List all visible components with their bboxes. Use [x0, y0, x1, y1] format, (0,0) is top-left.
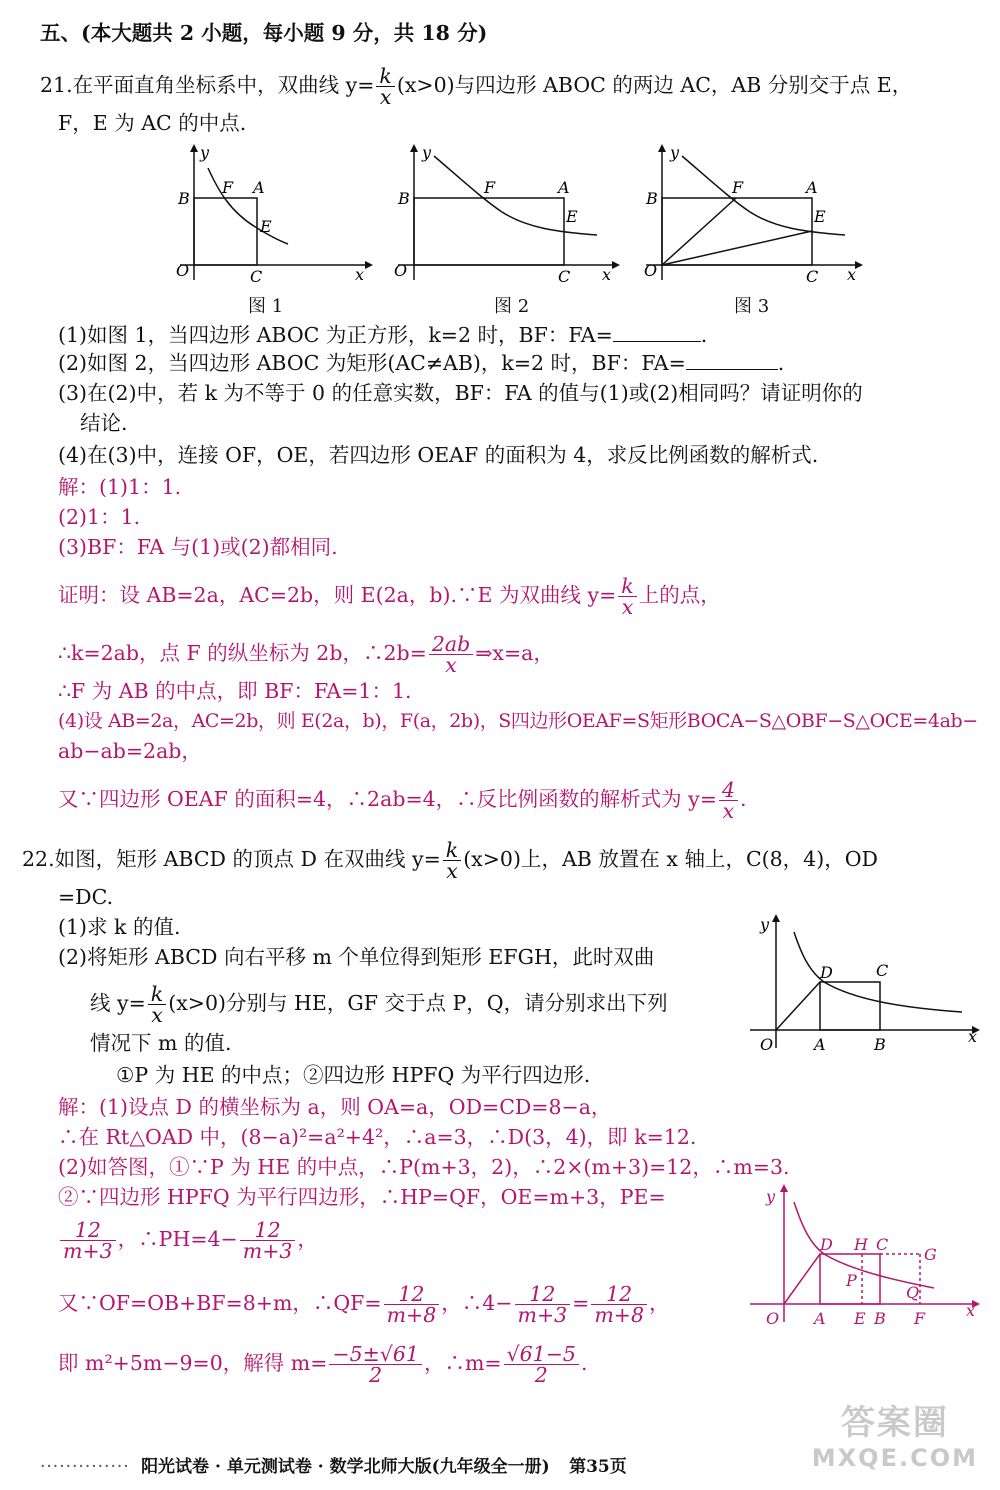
ans-label-q: Q	[906, 1283, 920, 1302]
fig3-label-f: F	[732, 178, 744, 197]
q22-root-frac1	[329, 1344, 422, 1385]
q21-figure-2	[392, 140, 622, 290]
q21-part4: (4)在(3)中，连接 OF，OE，若四边形 OEAF 的面积为 4，求反比例函数的解析式.	[58, 443, 819, 467]
q21-k-den: x	[445, 653, 457, 677]
q21-part1-period: .	[700, 323, 708, 347]
fig2-label-c: C	[558, 267, 571, 286]
ans-label-a: A	[814, 1309, 826, 1328]
fig2-label-y: y	[422, 143, 432, 162]
q22-p2-a: 线 y=	[90, 991, 146, 1015]
q21-stem-b: (x>0)与四边形 ABOC 的两边 AC，AB 分别交于点 E，	[396, 73, 913, 97]
ans-label-b: B	[874, 1309, 886, 1328]
section-heading: 五、(本大题共 2 小题，每小题 9 分，共 18 分)	[40, 21, 488, 45]
ans-label-x: x	[966, 1301, 976, 1320]
q21-proof-a: 证明：设 AB=2a，AC=2b，则 E(2a，b).∵E 为双曲线 y=	[58, 583, 617, 607]
q22-sol-7	[58, 1344, 587, 1385]
fig2-label-b: B	[398, 189, 410, 208]
q22-p2-den: x	[151, 1003, 163, 1027]
fig1-label-c: C	[250, 267, 263, 286]
q22-root-num2: √61−5	[504, 1344, 579, 1365]
fig2-label-f: F	[484, 178, 496, 197]
q21-part2-period: .	[777, 351, 785, 375]
q22-label-a: A	[814, 1035, 826, 1054]
q21-k-num: 2ab	[429, 634, 473, 655]
watermark-top: 答案圈	[840, 1403, 949, 1443]
q22-sol-6	[58, 1284, 670, 1325]
q22-qf-num: 12	[384, 1284, 440, 1305]
ans-label-h: H	[854, 1235, 868, 1254]
q22-eq-den1: m+3	[517, 1303, 568, 1327]
fig2-caption: 图 2	[494, 296, 530, 317]
q21-proof-fraction	[618, 576, 636, 617]
q21-frac-den: x	[379, 85, 392, 109]
q22-part1: (1)求 k 的值.	[58, 915, 181, 939]
q21-part2-text: (2)如图 2，当四边形 ABOC 为矩形(AC≠AB)，k=2 时，BF：FA=	[58, 351, 686, 375]
q21-final-a: 又∵四边形 OEAF 的面积=4，∴2ab=4，∴反比例函数的解析式为 y=	[58, 787, 717, 811]
q21-frac-num: k	[376, 66, 394, 87]
fig2-label-o: O	[394, 261, 408, 280]
q22-frac-num: k	[443, 840, 461, 861]
q21-sol-k	[58, 634, 554, 675]
q21-fraction	[376, 66, 394, 107]
q22-frac-den: x	[446, 859, 458, 883]
q22-part2-line1: (2)将矩形 ABCD 向右平移 m 个单位得到矩形 EFGH，此时双曲	[58, 945, 655, 969]
q21-part3-line1: (3)在(2)中，若 k 为不等于 0 的任意实数，BF：FA 的值与(1)或(2)相同吗？请证明你的	[58, 381, 863, 405]
q21-k-b: ⇒x=a，	[475, 641, 554, 665]
q22-label-y: y	[760, 915, 770, 934]
fig1-label-e: E	[260, 217, 272, 236]
q22-pe-den: m+3	[63, 1239, 113, 1263]
q22-s6-d: ，	[649, 1291, 670, 1315]
fig3-label-y: y	[670, 143, 680, 162]
q21-stem-line2: F，E 为 AC 的中点.	[58, 111, 247, 135]
ans-label-e: E	[854, 1309, 866, 1328]
q22-root-frac2	[504, 1344, 579, 1385]
q21-k-a: ∴k=2ab，点 F 的纵坐标为 2b，∴2b=	[58, 641, 427, 665]
q22-s6-b: ，∴4−	[441, 1291, 513, 1315]
q22-s7-c: .	[580, 1351, 588, 1375]
q22-qf-den: m+8	[386, 1303, 437, 1327]
fig2-label-a: A	[558, 178, 570, 197]
fig3-label-x: x	[847, 265, 857, 284]
q21-sol-proof	[58, 576, 721, 617]
q22-ph-fraction	[240, 1220, 296, 1261]
fig3-label-c: C	[806, 267, 819, 286]
fig1-caption: 图 1	[248, 296, 284, 317]
q22-p2-fraction	[148, 984, 166, 1025]
fig3-label-e: E	[814, 207, 826, 226]
q22-eq-frac1	[515, 1284, 571, 1325]
q21-stem-a: 21.在平面直角坐标系中，双曲线 y=	[40, 73, 375, 97]
q21-sol-p4-line1: (4)设 AB=2a，AC=2b，则 E(2a，b)，F(a，2b)，S四边形OEAF=S矩形BOCA−S△OBF−S△OCE=4ab−	[58, 710, 978, 732]
q21-part2	[58, 350, 784, 376]
ans-label-p: P	[846, 1271, 857, 1290]
q22-stem-line1	[22, 840, 878, 881]
q22-sol-2: ∴在 Rt△OAD 中，(8−a)²=a²+4²，∴a=3，∴D(3，4)，即 k=12.	[58, 1125, 697, 1149]
fig1-label-x: x	[355, 265, 365, 284]
q22-root-den2: 2	[534, 1363, 548, 1387]
q21-sol-2: (2)1：1.	[58, 505, 141, 529]
q22-sol-3: (2)如答图，①∵P 为 HE 的中点，∴P(m+3，2)，∴2×(m+3)=12，∴m=3.	[58, 1155, 790, 1179]
q21-proof-num: k	[618, 576, 636, 597]
footer-dots-left: ··············	[40, 1457, 130, 1477]
fig1-label-f: F	[222, 178, 234, 197]
q21-proof-den: x	[621, 595, 634, 619]
ans-label-o: O	[766, 1309, 780, 1328]
fig1-label-a: A	[253, 178, 265, 197]
ans-label-g: G	[924, 1245, 937, 1264]
q22-part2-line3: 情况下 m 的值.	[90, 1031, 232, 1055]
q21-sol-p4-line2: ab−ab=2ab，	[58, 739, 202, 763]
q22-label-b: B	[874, 1035, 886, 1054]
ans-label-y: y	[766, 1187, 776, 1206]
q21-proof-b: 上的点，	[638, 583, 721, 607]
q21-figure-3	[640, 140, 870, 290]
q22-answer-figure	[744, 1182, 984, 1332]
q22-label-d: D	[820, 963, 833, 982]
q21-stem-line1	[40, 66, 912, 107]
q22-qf-fraction	[384, 1284, 440, 1325]
q22-stem-b: (x>0)上，AB 放置在 x 轴上，C(8，4)，OD	[463, 847, 878, 871]
q21-final-num: 4	[719, 780, 738, 801]
fig3-caption: 图 3	[734, 296, 770, 317]
watermark	[812, 1395, 978, 1472]
q22-eq-num2: 12	[591, 1284, 647, 1305]
q22-stem-a: 22.如图，矩形 ABCD 的顶点 D 在双曲线 y=	[22, 847, 441, 871]
q21-k-fraction	[429, 634, 473, 675]
ans-label-c: C	[876, 1235, 889, 1254]
q22-fraction	[443, 840, 461, 881]
q22-label-o: O	[760, 1035, 774, 1054]
q22-ph-num: 12	[240, 1220, 296, 1241]
q22-pe-num: 12	[60, 1220, 116, 1241]
q22-s6-c: =	[572, 1291, 590, 1315]
q22-p2-num: k	[148, 984, 166, 1005]
q22-part2-line4: ①P 为 HE 的中点；②四边形 HPFQ 为平行四边形.	[116, 1063, 591, 1087]
q21-sol-3: (3)BF：FA 与(1)或(2)都相同.	[58, 535, 338, 559]
fig3-label-b: B	[646, 189, 658, 208]
fig1-label-b: B	[178, 189, 190, 208]
ans-label-d: D	[820, 1235, 833, 1254]
fig2-label-x: x	[602, 265, 612, 284]
q21-sol-final	[58, 780, 747, 821]
fig3-label-o: O	[644, 261, 658, 280]
footer-page: 第35页	[569, 1457, 627, 1477]
q22-s7-b: ，∴m=	[423, 1351, 502, 1375]
q22-eq-frac2	[591, 1284, 647, 1325]
q22-part2-line2	[90, 984, 668, 1025]
q22-sol-5	[58, 1220, 318, 1261]
q22-eq-num1: 12	[515, 1284, 571, 1305]
q22-s5-mid: ，∴PH=4−	[117, 1227, 238, 1251]
q21-figure-1	[170, 140, 380, 290]
fig2-label-e: E	[566, 207, 578, 226]
q22-root-den1: 2	[369, 1363, 383, 1387]
q22-label-x: x	[968, 1027, 978, 1046]
q22-s7-a: 即 m²+5m−9=0，解得 m=	[58, 1351, 328, 1375]
fig3-label-a: A	[806, 178, 818, 197]
q21-final-den: x	[722, 799, 735, 823]
fig1-label-o: O	[176, 261, 190, 280]
q22-sol-1: 解：(1)设点 D 的横坐标为 a，则 OA=a，OD=CD=8−a，	[58, 1095, 612, 1119]
q21-part1-blank	[613, 323, 701, 342]
fig1-label-y: y	[200, 143, 210, 162]
q22-label-c: C	[876, 961, 889, 980]
q21-part2-blank	[686, 351, 778, 370]
q21-final-fraction	[719, 780, 738, 821]
q22-eq-den2: m+8	[594, 1303, 645, 1327]
q22-ph-den: m+3	[242, 1239, 293, 1263]
q21-final-b: .	[739, 787, 747, 811]
q22-root-num1: −5±√61	[329, 1344, 422, 1365]
q21-sol-1: 解：(1)1：1.	[58, 475, 182, 499]
q22-s5-end: ，	[297, 1227, 318, 1251]
q22-stem-line2: =DC.	[58, 885, 114, 909]
footer-text: 阳光试卷 · 单元测试卷 · 数学北师大版(九年级全一册)	[141, 1457, 550, 1477]
q21-part1	[58, 322, 707, 348]
q21-sol-mid: ∴F 为 AB 的中点，即 BF：FA=1：1.	[58, 679, 412, 703]
q22-pe-fraction	[60, 1220, 116, 1261]
q21-part1-text: (1)如图 1，当四边形 ABOC 为正方形，k=2 时，BF：FA=	[58, 323, 613, 347]
q21-part3-line2: 结论.	[80, 411, 128, 435]
ans-label-f: F	[914, 1309, 926, 1328]
watermark-bottom: MXQE.COM	[811, 1444, 978, 1472]
q22-figure	[744, 912, 984, 1060]
q22-sol-4: ②∵四边形 HPFQ 为平行四边形，∴HP=QF，OE=m+3，PE=	[58, 1185, 666, 1209]
q22-s6-a: 又∵OF=OB+BF=8+m，∴QF=	[58, 1291, 382, 1315]
q22-p2-b: (x>0)分别与 HE，GF 交于点 P，Q，请分别求出下列	[168, 991, 668, 1015]
